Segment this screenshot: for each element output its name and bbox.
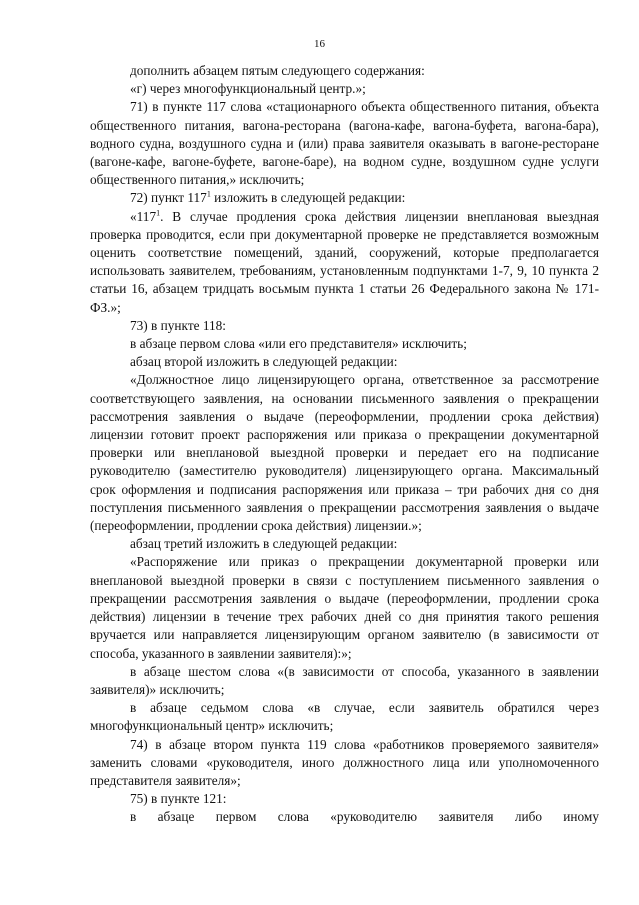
paragraph: «Должностное лицо лицензирующего органа, ответственное за рассмотрение соответствующего заявления, на основании письменного заявления о прекращении рассмотрения заявления о выдаче (переоформлении, продлении срока действия) лицензии готовит проект распоряжения или приказа о прекращении документарной проверки или внеплановой выездной проверки и передает его на подписание руководителю (заместителю руководителя) лицензирующего органа. Максимальный срок оформления и подписания распоряжения или приказа – три рабочих дня со дня поступления письменного заявления о прекращении рассмотрения заявления о выдаче (переоформлении, продлении срока действия) лицензии.»; — [90, 372, 599, 534]
paragraph: «г) через многофункциональный центр.»; — [130, 81, 366, 97]
document-body — [90, 62, 599, 827]
paragraph-text: «117 — [130, 208, 157, 224]
superscript: 1 — [156, 208, 161, 218]
paragraph: 73) в пункте 118: — [130, 317, 226, 333]
paragraph: 71) в пункте 117 слова «стационарного объекта общественного питания, объекта общественного питания, вагона-ресторана (вагона-кафе, вагона-буфета, вагона-бара), водного судна, воздушного судна и (или) права заявителя оказывать в вагоне-ресторане (вагоне-кафе, вагоне-буфете, вагоне-баре), на водном судне, воздушном судне услуги общественного питания,» исключить; — [90, 99, 599, 188]
paragraph: в абзаце седьмом слова «в случае, если заявитель обратился через многофункциональный центр» исключить; — [90, 700, 599, 734]
paragraph: в абзаце первом слова «или его представителя» исключить; — [130, 336, 467, 352]
page-number: 16 — [314, 38, 325, 50]
paragraph: абзац второй изложить в следующей редакции: — [130, 354, 398, 370]
paragraph-text: 72) пункт 117 — [130, 190, 207, 206]
paragraph — [90, 208, 599, 317]
paragraph: в абзаце шестом слова «(в зависимости от способа, указанного в заявлении заявителя)» исключить; — [90, 663, 599, 697]
paragraph: в абзаце первом слова «руководителю заявителя либо иному — [130, 809, 599, 825]
paragraph — [90, 189, 599, 207]
superscript: 1 — [206, 190, 211, 199]
paragraph: 74) в абзаце втором пункта 119 слова «работников проверяемого заявителя» заменить словами «руководителя, иного должностного лица или уполномоченного представителя заявителя»; — [90, 736, 599, 788]
paragraph: «Распоряжение или приказ о прекращении документарной проверки или внеплановой выездной проверки в связи с поступлением письменного заявления о прекращении рассмотрения заявления о выдаче (переоформлении, продлении срока действия) лицензии в течение трех рабочих дней со дня принятия такого решения вручается или направляется лицензирующим органом заявителю (в зависимости от способа, указанного в заявлении заявителя):»; — [90, 554, 599, 661]
paragraph-text: изложить в следующей редакции: — [210, 190, 406, 206]
paragraph: абзац третий изложить в следующей редакции: — [130, 536, 398, 552]
paragraph: дополнить абзацем пятым следующего содержания: — [130, 63, 425, 78]
paragraph: 75) в пункте 121: — [130, 791, 227, 807]
paragraph-text: . В случае продления срока действия лицензии внеплановая выездная проверка проводится, если при документарной проверке не представляется возможным оценить соответствие помещений, зданий, сооружений, которые предполагается использовать заявителем, требованиям, установленным подпунктами 1-7, 9, 10 пункта 2 статьи 16, абзацем тридцать восьмым пункта 1 статьи 26 Федерального закона № 171-ФЗ.»; — [90, 208, 599, 315]
